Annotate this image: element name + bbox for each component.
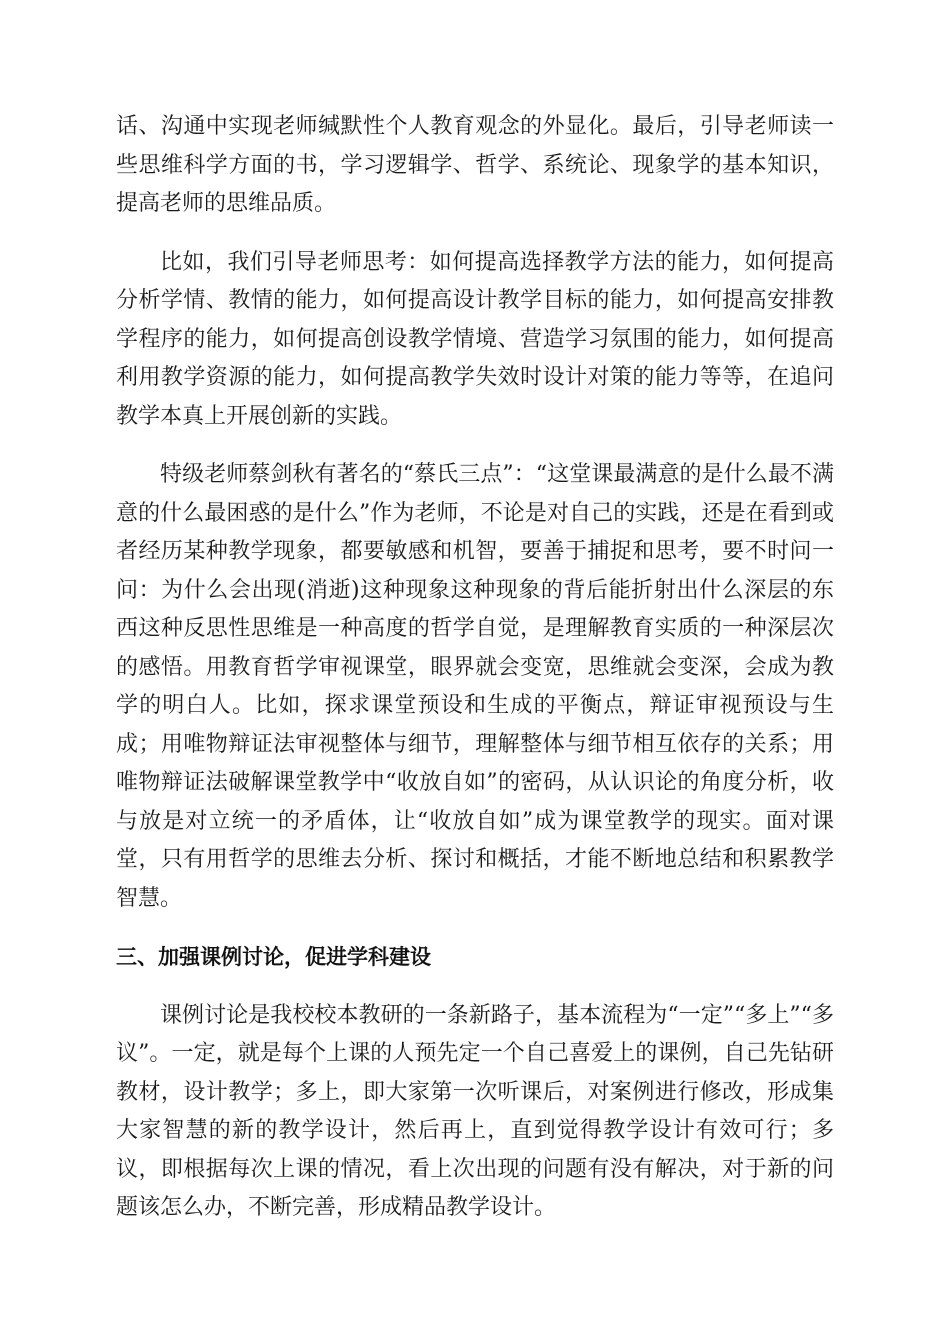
document-body xyxy=(116,108,834,1248)
section-heading-3: 三、加强课例讨论，促进学科建设 xyxy=(116,945,431,969)
paragraph-teacher-abilities: 比如，我们引导老师思考：如何提高选择教学方法的能力，如何提高分析学情、教情的能力，如何提高设计教学目标的能力，如何提高安排教学程序的能力，如何提高创设教学情境、营造学习氛围的能力，如何提高利用教学资源的能力，如何提高教学失效时设计对策的能力等等，在追问教学本真上开展创新的实践。 xyxy=(116,249,834,429)
paragraph-continued: 话、沟通中实现老师缄默性个人教育观念的外显化。最后，引导老师读一些思维科学方面的书，学习逻辑学、哲学、系统论、现象学的基本知识，提高老师的思维品质。 xyxy=(116,114,834,216)
paragraph-cai-three-points: 特级老师蔡剑秋有著名的“蔡氏三点”：“这堂课最满意的是什么最不满意的什么最困惑的是什么”作为老师，不论是对自己的实践，还是在看到或者经历某种教学现象，都要敏感和机智，要善于捕捉和思考，要不时问一问：为什么会出现(消逝)这种现象这种现象的背后能折射出什么深层的东西这种反思性思维是一种高度的哲学自觉，是理解教育实质的一种深层次的感悟。用教育哲学审视课堂，眼界就会变宽，思维就会变深，会成为教学的明白人。比如，探求课堂预设和生成的平衡点，辩证审视预设与生成；用唯物辩证法审视整体与细节，理解整体与细节相互依存的关系；用唯物辩证法破解课堂教学中“收放自如”的密码，从认识论的角度分析，收与放是对立统一的矛盾体，让“收放自如”成为课堂教学的现实。面对课堂，只有用哲学的思维去分析、探讨和概括，才能不断地总结和积累教学智慧。 xyxy=(116,462,834,911)
paragraph-lesson-discussion: 课例讨论是我校校本教研的一条新路子，基本流程为“一定”“多上”“多议”。一定，就是每个上课的人预先定一个自己喜爱上的课例，自己先钻研教材，设计教学；多上，即大家第一次听课后，对案例进行修改，形成集大家智慧的新的教学设计，然后再上，直到觉得教学设计有效可行；多议，即根据每次上课的情况，看上次出现的问题有没有解决，对于新的问题该怎么办，不断完善，形成精品教学设计。 xyxy=(116,1002,834,1220)
